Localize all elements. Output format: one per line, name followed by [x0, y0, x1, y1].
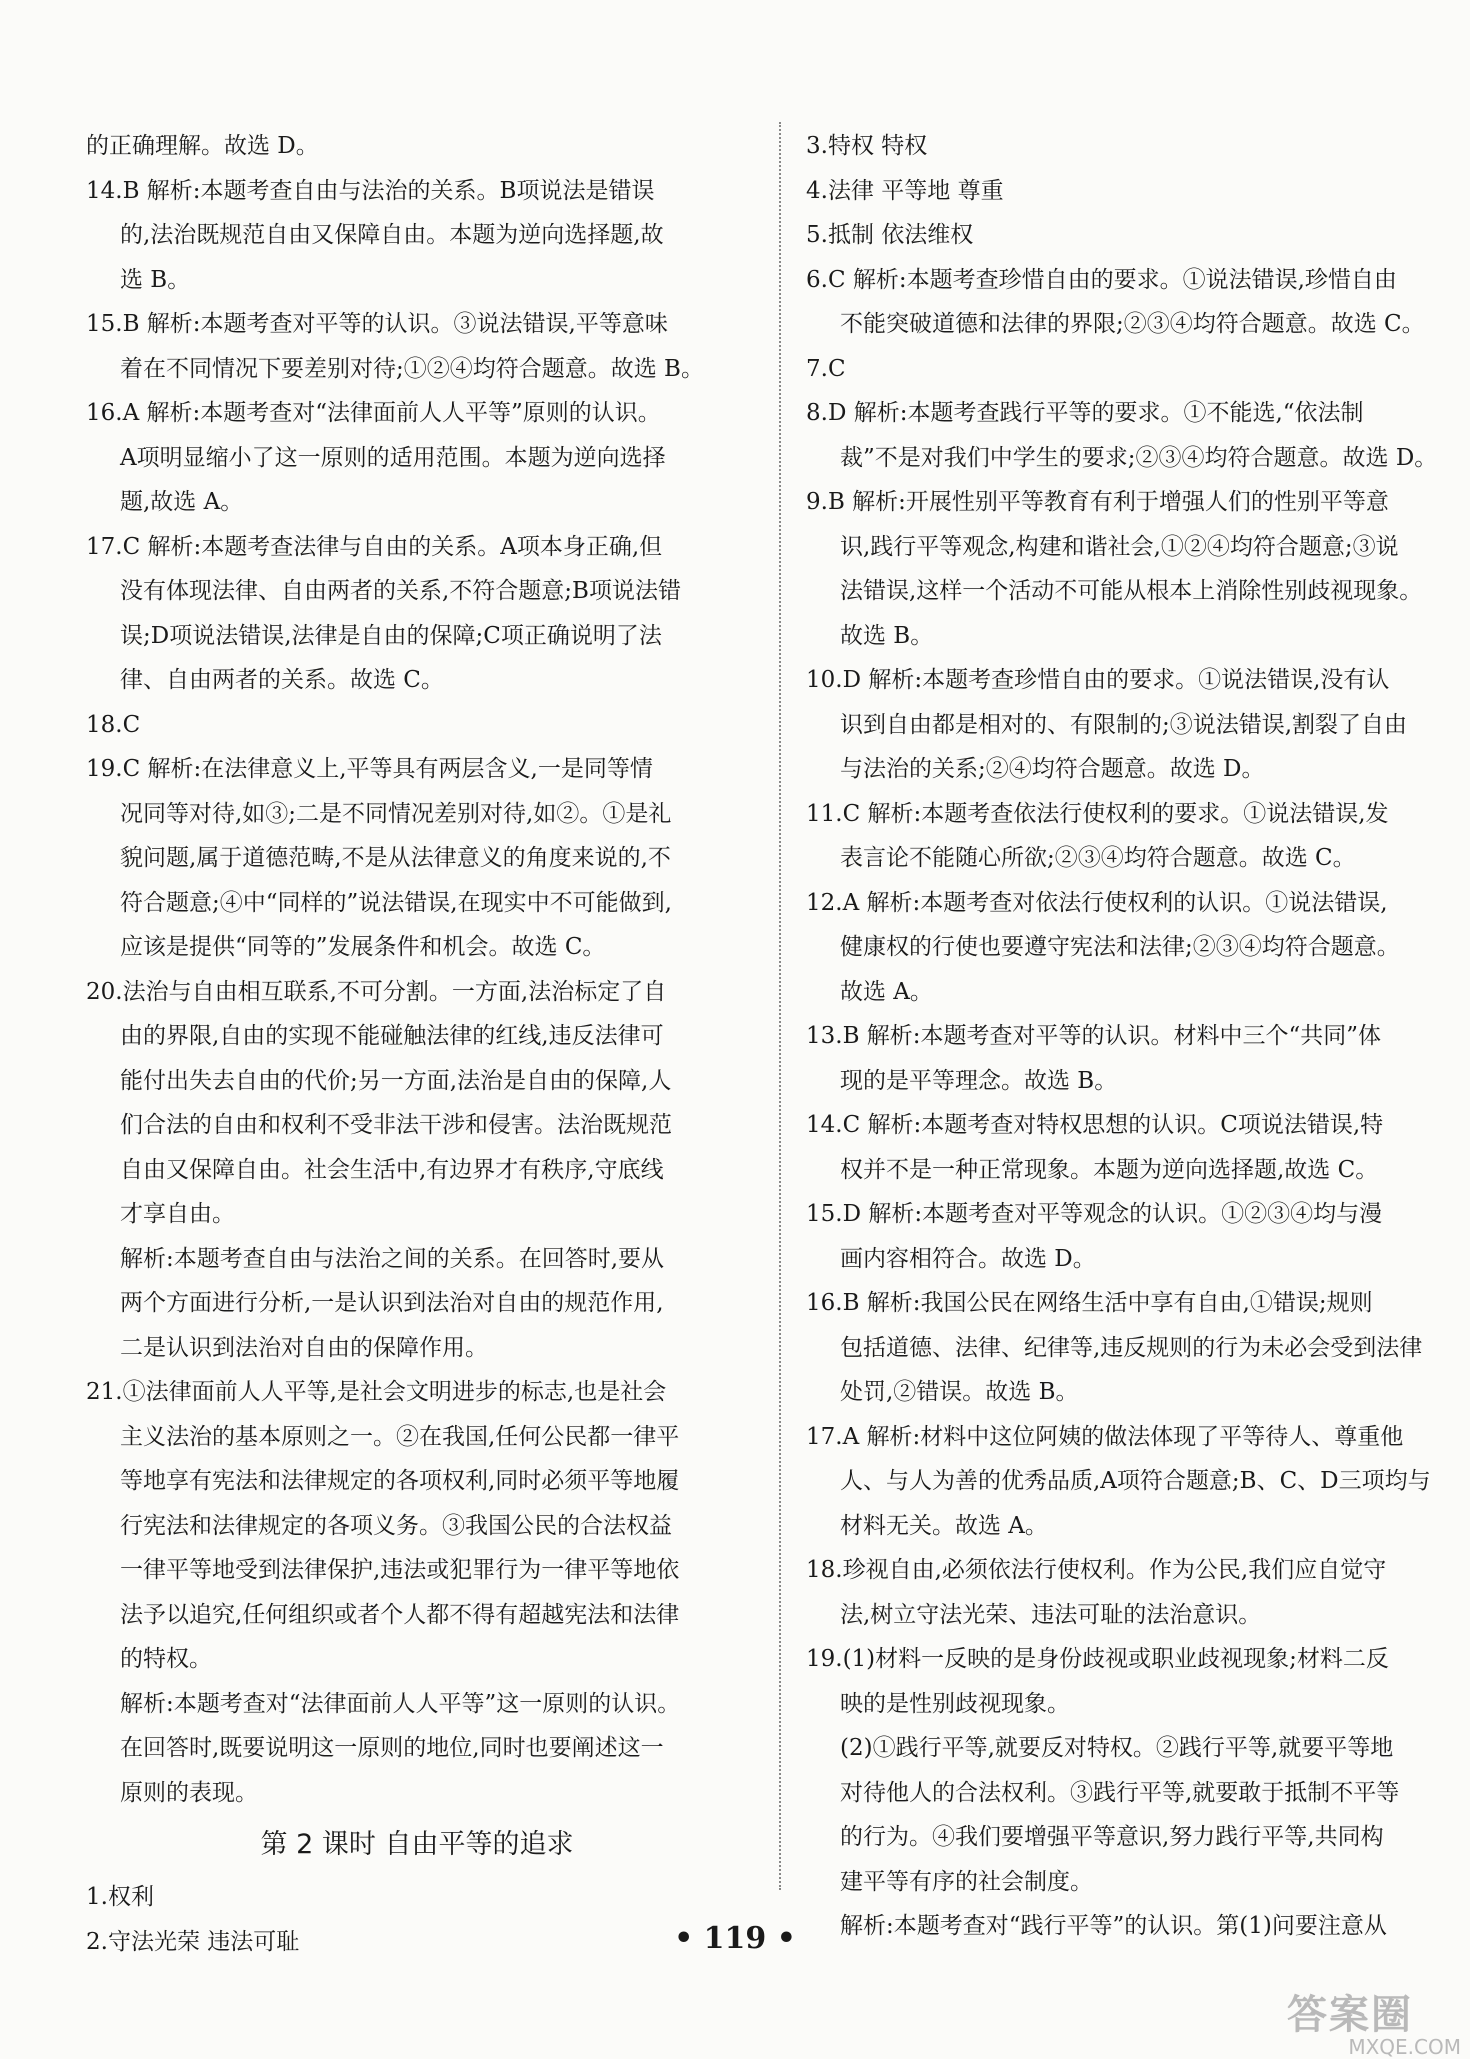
text-line: 识到自由都是相对的、有限制的;③说法错误,割裂了自由 [840, 711, 1408, 738]
text-line: 人、与人为善的优秀品质,A项符合题意;B、C、D三项均与 [840, 1468, 1431, 1494]
text-line: 13.B 解析:本题考查对平等的认识。材料中三个“共同”体 [806, 1023, 1382, 1049]
text-line: 6.C 解析:本题考查珍惜自由的要求。①说法错误,珍惜自由 [806, 266, 1397, 293]
text-line: 画内容相符合。故选 D。 [840, 1245, 1096, 1272]
text-line: 选 B。 [120, 266, 191, 293]
text-line: 在回答时,既要说明这一原则的地位,同时也要阐述这一 [120, 1735, 664, 1761]
text-line: 法予以追究,任何组织或者个人都不得有超越宪法和法律 [120, 1601, 680, 1628]
text-line: 材料无关。故选 A。 [840, 1512, 1048, 1539]
text-line: 18.C [86, 711, 141, 738]
text-line: 解析:本题考查自由与法治之间的关系。在回答时,要从 [120, 1245, 665, 1272]
text-line: 16.B 解析:我国公民在网络生活中享有自由,①错误;规则 [806, 1290, 1373, 1316]
text-line: 16.A 解析:本题考查对“法律面前人人平等”原则的认识。 [86, 400, 661, 426]
text-line: 3.特权 特权 [806, 133, 928, 159]
text-line: 况同等对待,如③;二是不同情况差别对待,如②。①是礼 [120, 800, 672, 827]
text-line: 的,法治既规范自由又保障自由。本题为逆向选择题,故 [120, 222, 664, 248]
text-line: 的正确理解。故选 D。 [86, 133, 319, 159]
text-line: 2.守法光荣 违法可耻 [86, 1928, 300, 1955]
page-number: • 119 • [674, 1921, 796, 1956]
text-line: 11.C 解析:本题考查依法行使权利的要求。①说法错误,发 [806, 800, 1389, 827]
text-line: 能付出失去自由的代价;另一方面,法治是自由的保障,人 [120, 1067, 672, 1094]
text-line: 17.C 解析:本题考查法律与自由的关系。A项本身正确,但 [86, 533, 663, 560]
text-line: 故选 A。 [840, 978, 933, 1005]
text-line: 7.C [806, 355, 846, 382]
text-line: 14.B 解析:本题考查自由与法治的关系。B项说法是错误 [86, 177, 655, 204]
text-line: 法错误,这样一个活动不可能从根本上消除性别歧视现象。 [840, 578, 1423, 604]
right-answer-lines [806, 124, 1470, 1949]
text-line: 识,践行平等观念,构建和谐社会,①②④均符合题意;③说 [840, 533, 1399, 560]
text-line: 由的界限,自由的实现不能碰触法律的红线,违反法律可 [120, 1023, 664, 1049]
text-line: 主义法治的基本原则之一。②在我国,任何公民都一律平 [120, 1423, 680, 1450]
text-line: 20.法治与自由相互联系,不可分割。一方面,法治标定了自 [86, 978, 667, 1005]
text-line: 5.抵制 依法维权 [806, 222, 974, 248]
text-line: 才享自由。 [120, 1201, 235, 1227]
text-line: 原则的表现。 [120, 1779, 258, 1806]
text-line: 解析:本题考查对“践行平等”的认识。第(1)问要注意从 [840, 1913, 1387, 1939]
text-line: 法,树立守法光荣、违法可耻的法治意识。 [840, 1601, 1262, 1628]
watermark-logo [1287, 1992, 1467, 2059]
text-line: 建平等有序的社会制度。 [840, 1868, 1093, 1895]
text-line: 表言论不能随心所欲;②③④均符合题意。故选 C。 [840, 845, 1356, 871]
left-column [86, 124, 748, 1964]
text-line: 与法治的关系;②④均符合题意。故选 D。 [840, 756, 1265, 782]
text-line: 19.C 解析:在法律意义上,平等具有两层含义,一是同等情 [86, 756, 653, 782]
text-line: (2)①践行平等,就要反对特权。②践行平等,就要平等地 [840, 1735, 1394, 1761]
text-line: 15.D 解析:本题考查对平等观念的认识。①②③④均与漫 [806, 1201, 1383, 1227]
text-line: 权并不是一种正常现象。本题为逆向选择题,故选 C。 [840, 1156, 1379, 1183]
text-line: 着在不同情况下要差别对待;①②④均符合题意。故选 B。 [120, 355, 704, 382]
right-column [806, 124, 1470, 1949]
text-line: 18.珍视自由,必须依法行使权利。作为公民,我们应自觉守 [806, 1557, 1387, 1583]
text-line: 题,故选 A。 [120, 489, 244, 515]
text-line: 律、自由两者的关系。故选 C。 [120, 667, 444, 693]
text-line: 裁”不是对我们中学生的要求;②③④均符合题意。故选 D。 [840, 444, 1438, 471]
text-line: A项明显缩小了这一原则的适用范围。本题为逆向选择 [120, 444, 666, 471]
text-line: 15.B 解析:本题考查对平等的认识。③说法错误,平等意味 [86, 311, 668, 337]
text-line: 映的是性别歧视现象。 [840, 1690, 1070, 1717]
text-line: 8.D 解析:本题考查践行平等的要求。①不能选,“依法制 [806, 400, 1364, 426]
text-line: 的特权。 [120, 1646, 212, 1672]
text-line: 包括道德、法律、纪律等,违反规则的行为未必会受到法律 [840, 1334, 1423, 1361]
text-line: 二是认识到法治对自由的保障作用。 [120, 1334, 488, 1361]
text-line: 不能突破道德和法律的界限;②③④均符合题意。故选 C。 [840, 311, 1425, 337]
text-line: 们合法的自由和权利不受非法干涉和侵害。法治既规范 [120, 1112, 672, 1138]
text-line: 没有体现法律、自由两者的关系,不符合题意;B项说法错 [120, 578, 681, 604]
text-line: 健康权的行使也要遵守宪法和法律;②③④均符合题意。 [840, 934, 1400, 960]
column-divider [779, 122, 781, 1890]
text-line: 现的是平等理念。故选 B。 [840, 1067, 1118, 1094]
text-line: 自由又保障自由。社会生活中,有边界才有秩序,守底线 [120, 1156, 664, 1183]
text-line: 对待他人的合法权利。③践行平等,就要敢于抵制不平等 [840, 1779, 1400, 1806]
text-line: 14.C 解析:本题考查对特权思想的认识。C项说法错误,特 [806, 1112, 1384, 1138]
text-line: 10.D 解析:本题考查珍惜自由的要求。①说法错误,没有认 [806, 667, 1390, 693]
text-line: 符合题意;④中“同样的”说法错误,在现实中不可能做到, [120, 889, 672, 916]
text-line: 一律平等地受到法律保护,违法或犯罪行为一律平等地依 [120, 1557, 680, 1583]
text-line: 故选 B。 [840, 622, 934, 649]
text-line: 等地享有宪法和法律规定的各项权利,同时必须平等地履 [120, 1468, 680, 1494]
text-line: 应该是提供“同等的”发展条件和机会。故选 C。 [120, 934, 606, 960]
text-line: 1.权利 [86, 1884, 154, 1910]
text-line: 行宪法和法律规定的各项义务。③我国公民的合法权益 [120, 1512, 672, 1539]
text-line: 21.①法律面前人人平等,是社会文明进步的标志,也是社会 [86, 1379, 667, 1405]
text-line: 4.法律 平等地 尊重 [806, 177, 1004, 204]
left-answer-lines [86, 124, 748, 1815]
lesson-heading: 第 2 课时 自由平等的追求 [260, 1829, 574, 1860]
text-line: 12.A 解析:本题考查对依法行使权利的认识。①说法错误, [806, 889, 1388, 916]
text-line: 貌问题,属于道德范畴,不是从法律意义的角度来说的,不 [120, 845, 671, 871]
text-line: 9.B 解析:开展性别平等教育有利于增强人们的性别平等意 [806, 489, 1389, 515]
watermark-site: MXQE.COM [1348, 2035, 1461, 2059]
text-line: 处罚,②错误。故选 B。 [840, 1379, 1079, 1405]
text-line: 的行为。④我们要增强平等意识,努力践行平等,共同构 [840, 1824, 1384, 1850]
watermark-logo-text: 答案圈 [1287, 1992, 1413, 2038]
text-line: 17.A 解析:材料中这位阿姨的做法体现了平等待人、尊重他 [806, 1423, 1404, 1450]
text-line: 误;D项说法错误,法律是自由的保障;C项正确说明了法 [120, 622, 662, 649]
text-line: 19.(1)材料一反映的是身份歧视或职业歧视现象;材料二反 [806, 1646, 1389, 1672]
text-line: 解析:本题考查对“法律面前人人平等”这一原则的认识。 [120, 1690, 681, 1717]
text-line: 两个方面进行分析,一是认识到法治对自由的规范作用, [120, 1290, 664, 1316]
